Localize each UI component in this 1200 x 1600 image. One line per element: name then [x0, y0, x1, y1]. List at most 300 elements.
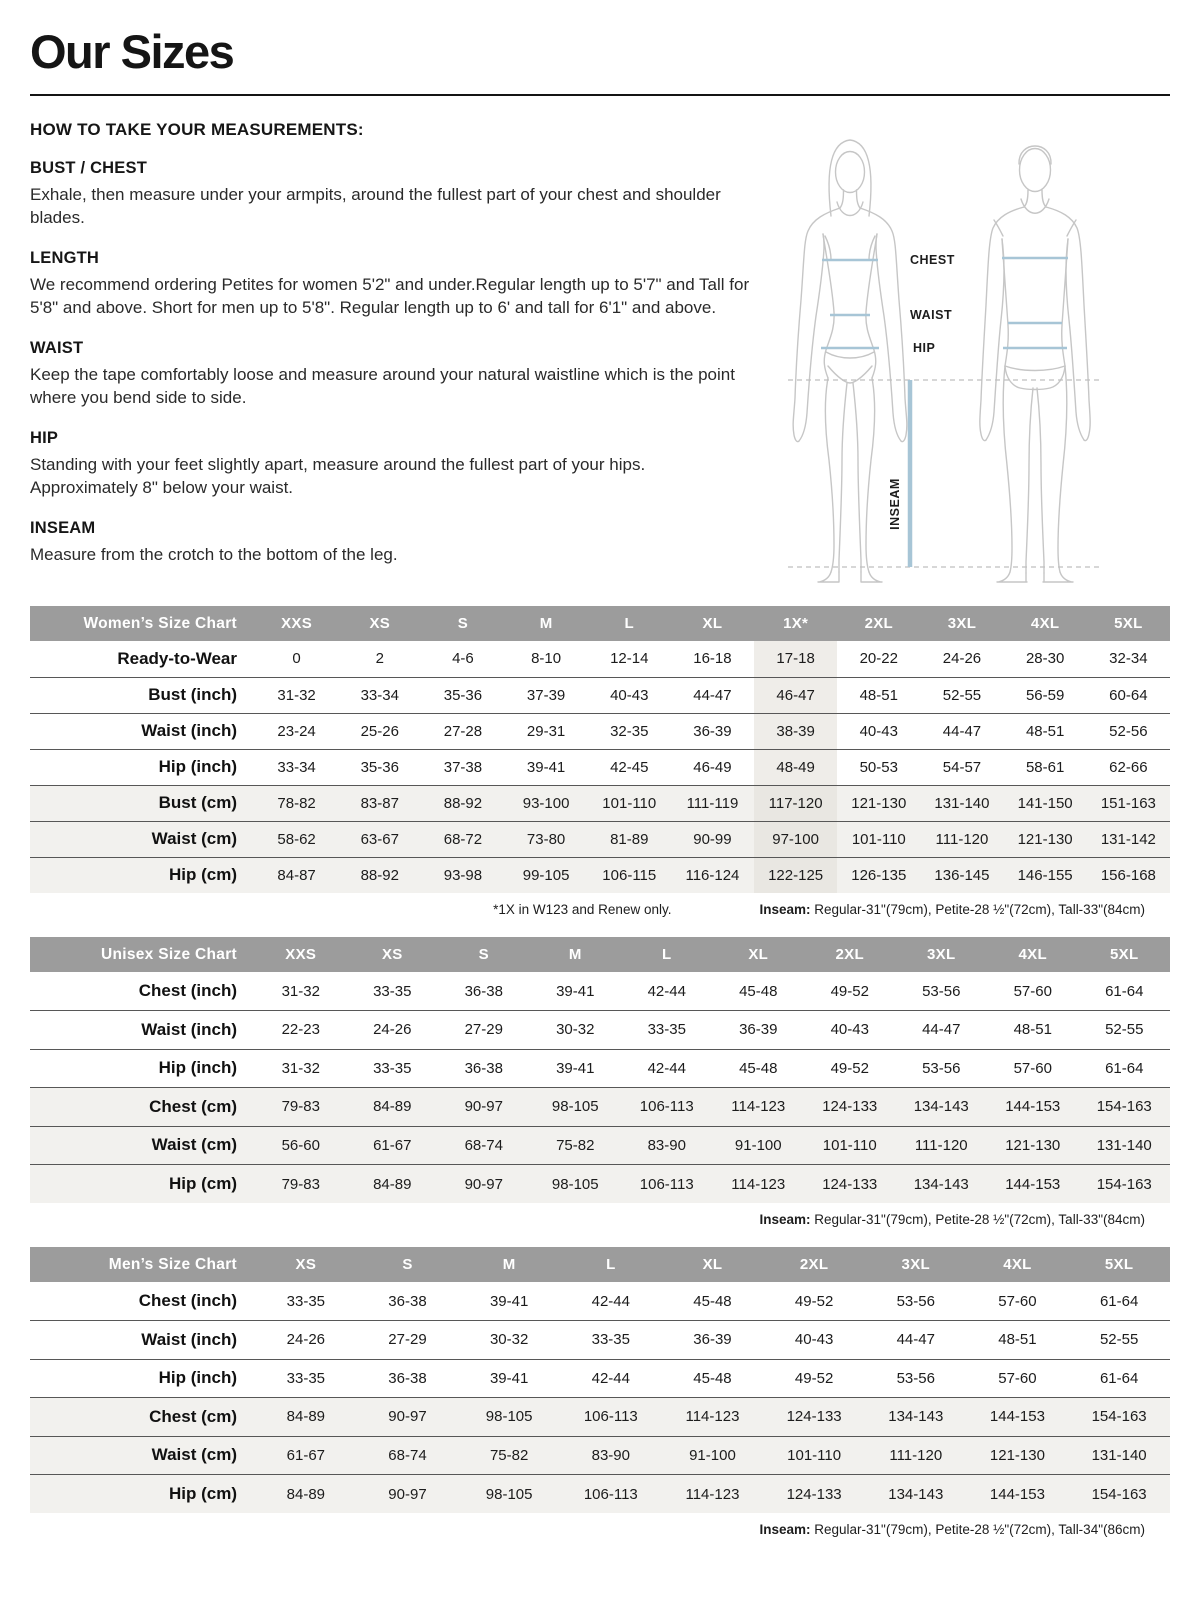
size-cell: 90-97 [464, 1175, 503, 1193]
size-cell: 90-97 [388, 1485, 427, 1503]
size-cell: 154-163 [1091, 1485, 1147, 1503]
size-column-header: XXS [255, 606, 338, 641]
size-column-header: S [357, 1247, 459, 1282]
measurement-lines [821, 258, 1068, 348]
size-cell: 54-57 [942, 758, 982, 776]
size-cell: 144-153 [1005, 1098, 1061, 1116]
size-cell: 39-41 [526, 758, 566, 776]
size-cell: 37-39 [526, 686, 566, 704]
size-column-header: S [421, 606, 504, 641]
size-cell: 58-62 [277, 830, 316, 848]
section-title: BUST / CHEST [30, 159, 147, 177]
row-label: Waist (cm) [151, 1135, 237, 1155]
womens-inseam-note [759, 902, 1145, 917]
size-cell: 30-32 [556, 1021, 595, 1039]
size-cell: 44-47 [942, 722, 982, 740]
table-header-row [30, 1247, 1170, 1282]
section-title: HIP [30, 428, 59, 447]
table-row [30, 821, 1170, 857]
instruction-section-inseam [30, 519, 750, 566]
table-title: Women’s Size Chart [30, 606, 255, 641]
table-row [30, 972, 1170, 1011]
size-cell: 37-38 [443, 758, 483, 776]
size-cell: 16-18 [693, 650, 732, 668]
size-cell: 121-130 [989, 1446, 1045, 1464]
mens-size-table [30, 1247, 1170, 1513]
size-column-header: 3XL [920, 606, 1003, 641]
size-cell: 134-143 [913, 1175, 969, 1193]
size-cell: 52-55 [1105, 1021, 1144, 1039]
row-label: Chest (cm) [149, 1096, 237, 1116]
size-cell: 57-60 [1013, 982, 1052, 1000]
row-label: Hip (inch) [158, 1368, 237, 1388]
size-cell: 99-105 [522, 866, 570, 884]
size-cell: 93-98 [443, 866, 483, 884]
section-body: We recommend ordering Petites for women 5'2" and under.Regular length up to 5'7" and Tall for 5'8" and above. Short for men up to 5'8". Regular length up to 6' and tall for 6'1" and above. [30, 274, 750, 318]
size-column-header: XS [255, 1247, 357, 1282]
size-cell: 73-80 [526, 830, 566, 848]
size-column-header: L [560, 1247, 662, 1282]
size-cell: 84-89 [373, 1098, 412, 1116]
row-label: Waist (inch) [141, 1329, 237, 1349]
size-cell: 98-105 [551, 1175, 599, 1193]
size-cell: 116-124 [685, 866, 740, 884]
size-cell: 106-113 [583, 1408, 638, 1426]
table-row [30, 1321, 1170, 1360]
size-cell: 84-89 [286, 1485, 326, 1503]
size-cell: 68-74 [464, 1136, 503, 1154]
size-cell: 40-43 [794, 1331, 834, 1349]
size-cell: 35-36 [360, 758, 399, 776]
table-header-row [30, 606, 1170, 641]
inseam-note-label: Inseam: [759, 902, 811, 917]
inseam-label: INSEAM [888, 478, 902, 530]
size-cell: 40-43 [830, 1021, 869, 1039]
size-cell: 46-47 [754, 677, 837, 713]
size-cell: 124-133 [822, 1175, 878, 1193]
size-cell: 24-26 [286, 1331, 326, 1349]
size-cell: 121-130 [1005, 1136, 1061, 1154]
size-cell: 90-99 [693, 830, 732, 848]
size-cell: 136-145 [934, 866, 990, 884]
size-column-header: M [458, 1247, 560, 1282]
size-cell: 98-105 [485, 1408, 533, 1426]
size-cell: 40-43 [610, 686, 649, 704]
size-cell: 52-55 [1099, 1331, 1139, 1349]
chest-label: CHEST [910, 253, 955, 267]
instruction-section-hip [30, 429, 750, 500]
table-row [30, 1126, 1170, 1165]
size-cell: 61-64 [1099, 1369, 1139, 1387]
section-body: Standing with your feet slightly apart, measure around the fullest part of your hips. Approximately 8" below your waist. [30, 454, 646, 498]
size-cell: 4-6 [452, 650, 474, 668]
size-cell: 33-35 [373, 1059, 412, 1077]
size-cell: 53-56 [922, 982, 961, 1000]
size-cell: 61-64 [1105, 982, 1144, 1000]
size-cell: 88-92 [360, 866, 399, 884]
size-cell: 63-67 [360, 830, 399, 848]
size-cell: 29-31 [526, 722, 566, 740]
size-cell: 42-44 [591, 1369, 630, 1387]
row-label: Waist (inch) [141, 1019, 237, 1039]
table-title: Unisex Size Chart [30, 937, 255, 972]
size-cell: 84-87 [277, 866, 316, 884]
size-cell: 81-89 [610, 830, 649, 848]
inseam-guide-dashes [788, 380, 1102, 567]
inseam-note-label: Inseam: [759, 1212, 811, 1227]
size-column-header: 1X* [754, 606, 837, 641]
row-label: Hip (inch) [158, 1058, 237, 1078]
size-cell: 151-163 [1100, 794, 1156, 812]
size-cell: 44-47 [922, 1021, 961, 1039]
womens-size-chart [30, 606, 1170, 893]
size-cell: 42-44 [647, 982, 686, 1000]
size-cell: 90-97 [388, 1408, 427, 1426]
size-cell: 45-48 [693, 1292, 732, 1310]
size-cell: 121-130 [851, 794, 907, 812]
size-cell: 114-123 [731, 1098, 786, 1116]
womens-table-notes [30, 902, 1145, 917]
size-cell: 111-120 [914, 1136, 968, 1154]
size-cell: 111-120 [889, 1446, 943, 1464]
section-title: WAIST [30, 338, 84, 357]
hip-label: HIP [913, 341, 936, 355]
size-cell: 131-140 [934, 794, 990, 812]
size-column-header: XL [662, 1247, 764, 1282]
table-row [30, 1088, 1170, 1127]
size-cell: 61-67 [286, 1446, 326, 1464]
size-cell: 131-140 [1091, 1446, 1147, 1464]
size-cell: 134-143 [888, 1485, 944, 1503]
table-row [30, 857, 1170, 893]
inseam-note-label: Inseam: [759, 1522, 811, 1537]
size-column-header: 4XL [967, 1247, 1069, 1282]
size-cell: 48-51 [998, 1331, 1037, 1349]
size-cell: 27-29 [464, 1021, 503, 1039]
size-cell: 101-110 [822, 1136, 877, 1154]
table-title: Men’s Size Chart [30, 1247, 255, 1282]
size-cell: 57-60 [998, 1369, 1037, 1387]
size-cell: 36-39 [693, 722, 732, 740]
size-cell: 20-22 [859, 650, 898, 668]
size-column-header: M [530, 937, 622, 972]
size-cell: 52-55 [942, 686, 982, 704]
inseam-note-text: Regular-31"(79cm), Petite-28 ½"(72cm), Tall-34"(86cm) [810, 1522, 1145, 1537]
section-body: Exhale, then measure under your armpits, around the fullest part of your chest and shoulder blades. [30, 185, 721, 228]
size-cell: 106-115 [602, 866, 657, 884]
size-cell: 88-92 [443, 794, 483, 812]
mens-table-notes [30, 1522, 1145, 1537]
table-row [30, 1359, 1170, 1398]
size-cell: 101-110 [602, 794, 657, 812]
size-cell: 36-38 [464, 982, 503, 1000]
size-cell: 53-56 [896, 1292, 935, 1310]
unisex-table-notes [30, 1212, 1145, 1227]
table-row [30, 1398, 1170, 1437]
size-cell: 83-87 [360, 794, 399, 812]
page-title: Our Sizes [30, 25, 234, 78]
size-cell: 38-39 [754, 713, 837, 749]
size-cell: 126-135 [851, 866, 907, 884]
size-column-header: 4XL [1004, 606, 1087, 641]
size-column-header: 3XL [865, 1247, 967, 1282]
size-column-header: S [438, 937, 530, 972]
size-cell: 24-26 [942, 650, 982, 668]
size-cell: 32-35 [610, 722, 649, 740]
size-cell: 53-56 [922, 1059, 961, 1077]
size-cell: 33-35 [373, 982, 412, 1000]
row-label: Hip (cm) [169, 1174, 237, 1193]
row-label: Bust (inch) [148, 685, 237, 704]
size-cell: 106-113 [639, 1175, 694, 1193]
size-cell: 39-41 [556, 982, 595, 1000]
section-body: Keep the tape comfortably loose and measure around your natural waistline which is the point where you bend side to side. [30, 364, 735, 408]
size-cell: 75-82 [489, 1446, 529, 1464]
size-cell: 58-61 [1025, 758, 1065, 776]
table-row [30, 749, 1170, 785]
size-column-header: 2XL [763, 1247, 865, 1282]
table-row [30, 1049, 1170, 1088]
size-cell: 24-26 [373, 1021, 412, 1039]
row-label: Waist (inch) [141, 721, 237, 740]
size-cell: 57-60 [1013, 1059, 1052, 1077]
size-cell: 33-34 [360, 686, 399, 704]
table-row [30, 785, 1170, 821]
size-cell: 36-38 [388, 1369, 427, 1387]
size-cell: 60-64 [1109, 686, 1148, 704]
size-cell: 114-123 [731, 1175, 786, 1193]
size-cell: 49-52 [794, 1369, 834, 1387]
size-column-header: XXS [255, 937, 347, 972]
size-column-header: 5XL [1068, 1247, 1170, 1282]
size-column-header: XL [671, 606, 754, 641]
size-cell: 154-163 [1096, 1098, 1152, 1116]
size-cell: 48-51 [1025, 722, 1065, 740]
size-cell: 90-97 [464, 1098, 503, 1116]
measurement-instructions [30, 120, 750, 590]
size-cell: 45-48 [739, 982, 778, 1000]
size-cell: 141-150 [1017, 794, 1073, 812]
size-cell: 131-142 [1100, 830, 1156, 848]
unisex-size-chart [30, 937, 1170, 1203]
size-cell: 36-38 [464, 1059, 503, 1077]
size-cell: 49-52 [830, 982, 869, 1000]
size-cell: 33-35 [647, 1021, 686, 1039]
size-cell: 114-123 [685, 1485, 740, 1503]
row-label: Waist (cm) [151, 829, 237, 848]
size-cell: 101-110 [787, 1446, 842, 1464]
size-cell: 56-59 [1025, 686, 1065, 704]
size-cell: 83-90 [647, 1136, 686, 1154]
size-cell: 57-60 [998, 1292, 1037, 1310]
unisex-size-table [30, 937, 1170, 1203]
instructions-heading: HOW TO TAKE YOUR MEASUREMENTS: [30, 120, 364, 139]
size-cell: 35-36 [443, 686, 483, 704]
size-cell: 98-105 [551, 1098, 599, 1116]
size-cell: 106-113 [639, 1098, 694, 1116]
size-cell: 53-56 [896, 1369, 935, 1387]
body-figures-diagram [750, 120, 1170, 590]
size-cell: 33-34 [277, 758, 316, 776]
instruction-section-bust-chest [30, 159, 750, 230]
size-cell: 101-110 [851, 830, 906, 848]
size-cell: 144-153 [989, 1485, 1045, 1503]
size-cell: 48-51 [1013, 1021, 1052, 1039]
size-cell: 97-100 [754, 821, 837, 857]
measurement-diagram [750, 120, 1170, 590]
instruction-section-length [30, 249, 750, 320]
size-cell: 28-30 [1025, 650, 1065, 668]
size-cell: 84-89 [286, 1408, 326, 1426]
size-cell: 42-44 [647, 1059, 686, 1077]
size-cell: 48-51 [859, 686, 898, 704]
size-cell: 56-60 [281, 1136, 320, 1154]
size-cell: 36-39 [739, 1021, 778, 1039]
size-column-header: 5XL [1087, 606, 1170, 641]
table-row [30, 1475, 1170, 1514]
measurement-guide-section [30, 120, 1170, 590]
size-column-header: XS [347, 937, 439, 972]
row-label: Chest (inch) [138, 1291, 237, 1310]
size-cell: 121-130 [1017, 830, 1073, 848]
section-title: LENGTH [30, 248, 100, 267]
size-column-header: 3XL [896, 937, 988, 972]
table-row [30, 677, 1170, 713]
size-cell: 36-39 [693, 1331, 732, 1349]
size-cell: 91-100 [734, 1136, 782, 1154]
womens-footnote: *1X in W123 and Renew only. [493, 902, 672, 917]
size-cell: 79-83 [281, 1175, 320, 1193]
size-column-header: 2XL [804, 937, 896, 972]
row-label: Chest (inch) [138, 981, 237, 1000]
size-cell: 79-83 [281, 1098, 320, 1116]
size-cell: 131-140 [1096, 1136, 1152, 1154]
row-label: Chest (cm) [149, 1406, 237, 1426]
size-cell: 61-64 [1099, 1292, 1139, 1310]
size-cell: 124-133 [786, 1485, 842, 1503]
size-cell: 33-35 [286, 1369, 326, 1387]
unisex-inseam-note [759, 1212, 1145, 1227]
size-cell: 117-120 [754, 785, 837, 821]
size-cell: 2 [375, 650, 384, 668]
size-cell: 39-41 [489, 1292, 529, 1310]
row-label: Hip (cm) [169, 865, 237, 885]
size-cell: 83-90 [591, 1446, 630, 1464]
table-row [30, 1436, 1170, 1475]
size-cell: 144-153 [989, 1408, 1045, 1426]
size-cell: 23-24 [277, 722, 316, 740]
size-cell: 39-41 [489, 1369, 529, 1387]
size-column-header: M [505, 606, 588, 641]
inseam-note-text: Regular-31"(79cm), Petite-28 ½"(72cm), Tall-33"(84cm) [810, 902, 1145, 917]
section-body: Measure from the crotch to the bottom of the leg. [30, 544, 398, 564]
size-cell: 98-105 [485, 1485, 533, 1503]
male-figure-outline [980, 146, 1090, 582]
size-cell: 39-41 [556, 1059, 595, 1077]
size-cell: 111-120 [935, 830, 989, 848]
size-cell: 22-23 [281, 1021, 320, 1039]
size-cell: 30-32 [489, 1331, 529, 1349]
mens-inseam-note [759, 1522, 1145, 1537]
size-cell: 45-48 [693, 1369, 732, 1387]
table-row [30, 1011, 1170, 1050]
size-cell: 68-74 [388, 1446, 427, 1464]
section-title: INSEAM [30, 518, 96, 537]
size-cell: 31-32 [281, 982, 320, 1000]
size-cell: 31-32 [277, 686, 316, 704]
size-cell: 146-155 [1017, 866, 1073, 884]
size-cell: 46-49 [693, 758, 732, 776]
size-cell: 154-163 [1091, 1408, 1147, 1426]
size-cell: 49-52 [830, 1059, 869, 1077]
row-label: Ready-to-Wear [117, 648, 237, 668]
size-cell: 42-44 [591, 1292, 630, 1310]
size-cell: 93-100 [522, 794, 570, 812]
size-cell: 0 [292, 650, 301, 668]
instruction-section-waist [30, 339, 750, 410]
size-cell: 12-14 [610, 650, 649, 668]
size-column-header: 5XL [1079, 937, 1171, 972]
size-column-header: L [621, 937, 713, 972]
size-column-header: L [588, 606, 671, 641]
size-cell: 122-125 [754, 857, 837, 893]
womens-size-table [30, 606, 1170, 893]
size-cell: 106-113 [583, 1485, 638, 1503]
row-label: Bust (cm) [158, 793, 237, 812]
size-cell: 45-48 [739, 1059, 778, 1077]
size-cell: 25-26 [360, 722, 399, 740]
table-row [30, 1282, 1170, 1321]
size-cell: 91-100 [689, 1446, 736, 1464]
size-cell: 124-133 [822, 1098, 878, 1116]
size-cell: 44-47 [693, 686, 732, 704]
size-cell: 8-10 [531, 650, 562, 668]
size-cell: 111-119 [686, 794, 739, 812]
size-cell: 33-35 [286, 1292, 326, 1310]
size-column-header: 4XL [987, 937, 1079, 972]
table-row [30, 641, 1170, 677]
size-cell: 114-123 [685, 1408, 740, 1426]
size-cell: 134-143 [913, 1098, 969, 1116]
size-cell: 40-43 [859, 722, 898, 740]
size-cell: 27-28 [443, 722, 483, 740]
size-column-header: XS [338, 606, 421, 641]
waist-label: WAIST [910, 308, 953, 322]
size-cell: 124-133 [786, 1408, 842, 1426]
size-cell: 61-67 [373, 1136, 412, 1154]
size-cell: 49-52 [794, 1292, 834, 1310]
table-header-row [30, 937, 1170, 972]
size-cell: 27-29 [388, 1331, 427, 1349]
table-row [30, 1165, 1170, 1204]
size-cell: 44-47 [896, 1331, 935, 1349]
size-cell: 144-153 [1005, 1175, 1061, 1193]
size-cell: 134-143 [888, 1408, 944, 1426]
size-cell: 33-35 [591, 1331, 630, 1349]
row-label: Hip (cm) [169, 1484, 237, 1503]
size-cell: 78-82 [277, 794, 316, 812]
size-cell: 50-53 [859, 758, 898, 776]
row-label: Waist (cm) [151, 1445, 237, 1465]
row-label: Hip (inch) [158, 757, 237, 776]
size-cell: 75-82 [556, 1136, 595, 1154]
size-cell: 42-45 [610, 758, 649, 776]
inseam-note-text: Regular-31"(79cm), Petite-28 ½"(72cm), Tall-33"(84cm) [810, 1212, 1145, 1227]
size-cell: 52-56 [1109, 722, 1148, 740]
size-cell: 17-18 [754, 641, 837, 677]
size-cell: 32-34 [1109, 650, 1148, 668]
title-divider [30, 94, 1170, 96]
